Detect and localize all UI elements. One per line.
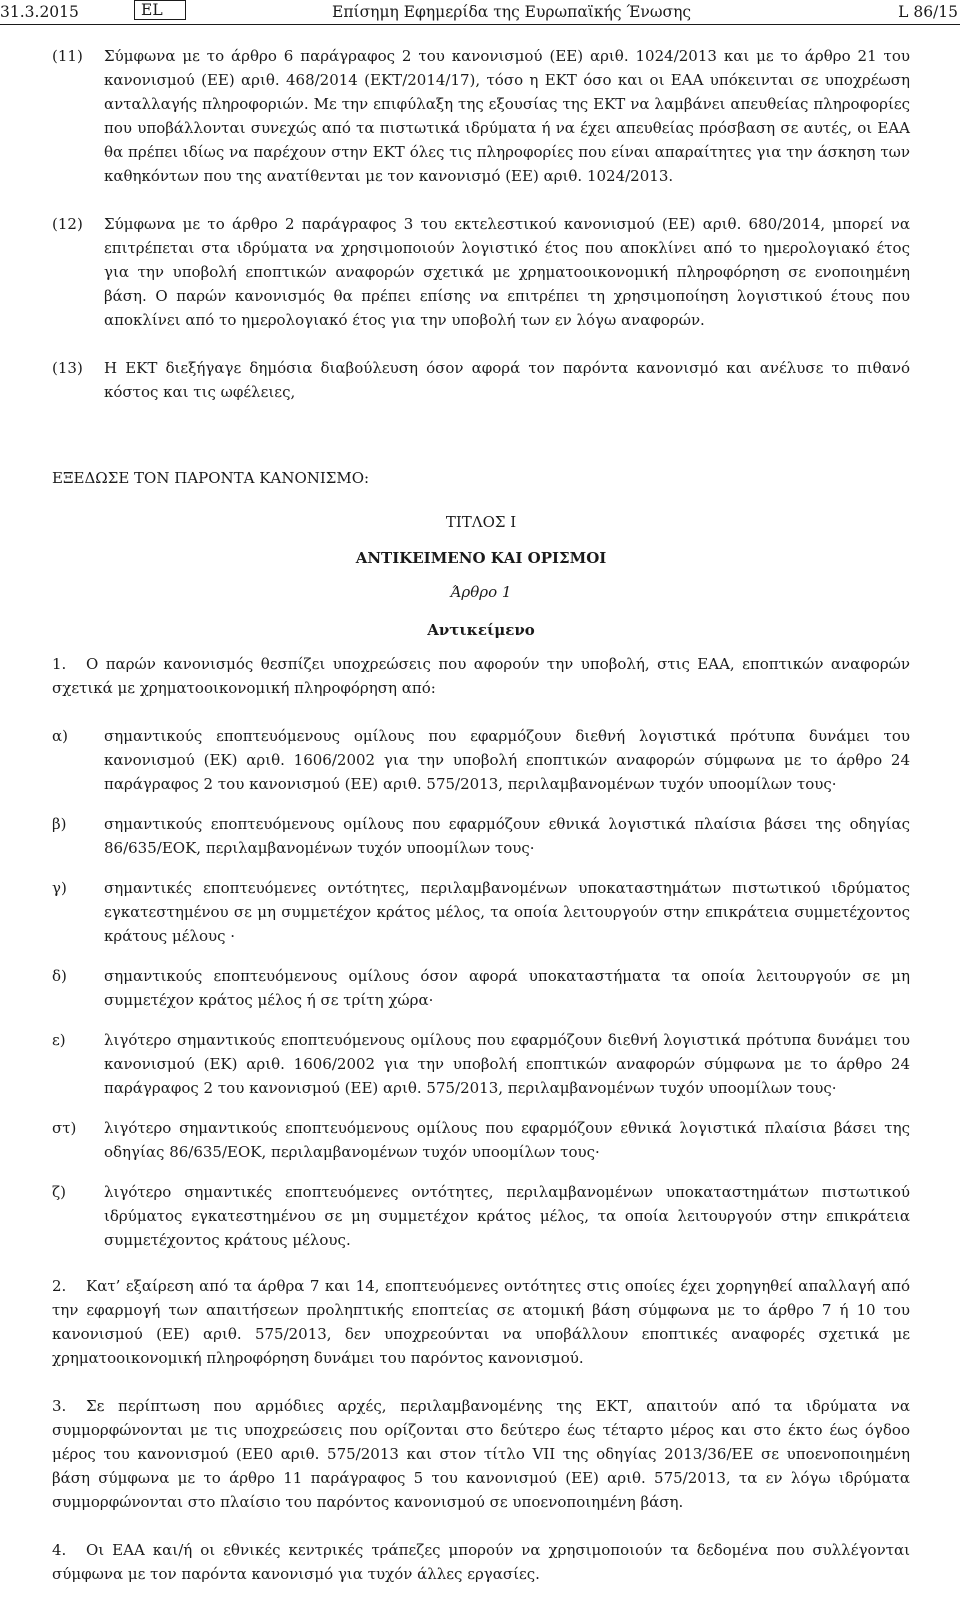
header-rule <box>0 24 960 25</box>
list-item <box>52 724 910 796</box>
recital-number: (11) <box>52 47 83 65</box>
list-item-text: σημαντικούς εποπτευόμενους ομίλους που εφαρμόζουν εθνικά λογιστικά πλαίσια βάσει της οδηγίας 86/635/ΕΟΚ, περιλαμβανομένων τυχόν υποομίλων τους· <box>104 815 910 857</box>
list-item-label: γ) <box>52 879 67 897</box>
list-item-label: α) <box>52 727 68 745</box>
list-item-text: σημαντικούς εποπτευόμενους ομίλους που εφαρμόζουν διεθνή λογιστικά πρότυπα δυνάμει του κανονισμού (ΕΚ) αριθ. 1606/2002 για την υποβολή εποπτικών αναφορών σύμφωνα με το άρθρο 24 παράγραφος 2 του κανονισμού (ΕΕ) αριθ. 575/2013, περιλαμβανομένων τυχόν υποομίλων τους· <box>104 727 910 793</box>
enacting-formula: ΕΞΕΔΩΣΕ ΤΟΝ ΠΑΡΟΝΤΑ ΚΑΝΟΝΙΣΜΟ: <box>52 469 370 487</box>
publication-date: 31.3.2015 <box>0 3 79 21</box>
list-item-text: λιγότερο σημαντικούς εποπτευόμενους ομίλους που εφαρμόζουν εθνικά λογιστικά πλαίσια βάσει της οδηγίας 86/635/ΕΟΚ, περιλαμβανομένων τυχόν υποομίλων τους· <box>104 1119 910 1161</box>
paragraph-text: Σε περίπτωση που αρμόδιες αρχές, περιλαμβανομένης της ΕΚΤ, απαιτούν από τα ιδρύματα να συμμορφώνονται με τις υποχρεώσεις που ορίζονται στο δεύτερο έως τέταρτο μέρος και στο έκτο έως όγδοο μέρος του κανονισμού (ΕΕ0 αριθ. 575/2013 και στον τίτλο VII της οδηγίας 2013/36/ΕΕ σε υποενοποιημένη βάση σύμφωνα με το άρθρο 11 παράγραφος 5 του κανονισμού (ΕΕ) αριθ. 575/2013, τα εν λόγω ιδρύματα συμμορφώνονται στο πλαίσιο του παρόντος κανονισμού σε υποενοποιημένη βάση. <box>52 1397 910 1511</box>
list-item-label: δ) <box>52 967 67 985</box>
paragraph-text: Οι ΕΑΑ και/ή οι εθνικές κεντρικές τράπεζες μπορούν να χρησιμοποιούν τα δεδομένα που συλλέγονται σύμφωνα με τον παρόντα κανονισμό για τυχόν άλλες εργασίες. <box>52 1541 910 1583</box>
page-reference: L 86/15 <box>898 3 958 21</box>
recital-number: (13) <box>52 359 83 377</box>
paragraph-number: 2. <box>52 1277 67 1295</box>
list-item-text: σημαντικές εποπτευόμενες οντότητες, περιλαμβανομένων υποκαταστημάτων πιστωτικού ιδρύματος εγκατεστημένου σε μη συμμετέχον κράτος μέλος, τα οποία λειτουργούν στην επικράτεια συμμετέχοντος κράτους μέλους · <box>104 879 910 945</box>
title-heading: ΑΝΤΙΚΕΙΜΕΝΟ ΚΑΙ ΟΡΙΣΜΟΙ <box>355 549 607 567</box>
article-label: Άρθρο 1 <box>450 583 512 601</box>
paragraph-3 <box>52 1394 910 1514</box>
list-item <box>52 1180 910 1252</box>
list-item-label: ζ) <box>52 1183 66 1201</box>
list-item-label: ε) <box>52 1031 66 1049</box>
paragraph-text: Ο παρών κανονισμός θεσπίζει υποχρεώσεις που αφορούν την υποβολή, στις ΕΑΑ, εποπτικών αναφορών σχετικά με χρηματοοικονομική πληροφόρηση από: <box>52 655 910 697</box>
article-heading: Αντικείμενο <box>427 621 535 639</box>
list-item-text: λιγότερο σημαντικές εποπτευόμενες οντότητες, περιλαμβανομένων υποκαταστημάτων πιστωτικού ιδρύματος εγκατεστημένου σε μη συμμετέχον κράτος μέλος, τα οποία λειτουργούν στην επικράτεια συμμετέχοντος κράτους μέλους. <box>104 1183 910 1249</box>
list-item <box>52 812 910 860</box>
paragraph-4 <box>52 1538 910 1586</box>
title-label: ΤΙΤΛΟΣ I <box>445 513 517 531</box>
recital-text: Η ΕΚΤ διεξήγαγε δημόσια διαβούλευση όσον αφορά τον παρόντα κανονισμό και ανέλυσε το πιθανό κόστος και τις ωφέλειες, <box>104 359 910 401</box>
recital-12 <box>52 212 910 332</box>
paragraph-number: 1. <box>52 655 67 673</box>
list-item-text: σημαντικούς εποπτευόμενους ομίλους όσον αφορά υποκαταστήματα τα οποία λειτουργούν σε μη συμμετέχον κράτος μέλος ή σε τρίτη χώρα· <box>104 967 910 1009</box>
list-item <box>52 1028 910 1100</box>
recital-11 <box>52 44 910 188</box>
page-header <box>0 0 960 26</box>
paragraph-text: Κατ’ εξαίρεση από τα άρθρα 7 και 14, εποπτευόμενες οντότητες στις οποίες έχει χορηγηθεί απαλλαγή από την εφαρμογή των απαιτήσεων προληπτικής εποπτείας σε ατομική βάση σύμφωνα με το άρθρο 7 ή 10 του κανονισμού (ΕΕ) αριθ. 575/2013, δεν υποχρεούνται να υποβάλλουν εποπτικές αναφορές σχετικά με χρηματοοικονομική πληροφόρηση δυνάμει του παρόντος κανονισμού. <box>52 1277 910 1367</box>
paragraph-number: 3. <box>52 1397 67 1415</box>
document-body <box>52 44 910 1610</box>
recital-text: Σύμφωνα με το άρθρο 6 παράγραφος 2 του κανονισμού (ΕΕ) αριθ. 1024/2013 και με το άρθρο 21 του κανονισμού (ΕΕ) αριθ. 468/2014 (ΕΚΤ/2014/17), τόσο η ΕΚΤ όσο και οι ΕΑΑ υπόκεινται σε υποχρέωση ανταλλαγής πληροφοριών. Με την επιφύλαξη της εξουσίας της ΕΚΤ να λαμβάνει απευθείας πληροφορίες που υποβάλλονται συνεχώς από τα πιστωτικά ιδρύματα ή να έχει απευθείας πρόσβαση σε αυτές, οι ΕΑΑ θα πρέπει ιδίως να παρέχουν στην ΕΚΤ όλες τις πληροφορίες που είναι απαραίτητες για την άσκηση των καθηκόντων που της ανατίθενται με τον κανονισμό (ΕΕ) αριθ. 1024/2013. <box>104 47 910 185</box>
paragraph-1 <box>52 652 910 700</box>
list-item <box>52 876 910 948</box>
list-item <box>52 1116 910 1164</box>
recital-number: (12) <box>52 215 83 233</box>
list-item-label: β) <box>52 815 67 833</box>
language-badge: EL <box>134 0 186 20</box>
paragraph-number: 4. <box>52 1541 67 1559</box>
paragraph-2 <box>52 1274 910 1370</box>
recital-13 <box>52 356 910 404</box>
list-item <box>52 964 910 1012</box>
list-item-label: στ) <box>52 1119 77 1137</box>
journal-title: Επίσημη Εφημερίδα της Ευρωπαϊκής Ένωσης <box>332 3 692 21</box>
recital-text: Σύμφωνα με το άρθρο 2 παράγραφος 3 του εκτελεστικού κανονισμού (ΕΕ) αριθ. 680/2014, μπορεί να επιτρέπεται στα ιδρύματα να χρησιμοποιούν λογιστικό έτος που αποκλίνει από το ημερολογιακό έτος για την υποβολή εποπτικών αναφορών σχετικά με χρηματοοικονομική πληροφόρηση σε ενοποιημένη βάση. Ο παρών κανονισμός θα πρέπει επίσης να επιτρέπει τη χρησιμοποίηση λογιστικού έτους που αποκλίνει από το ημερολογιακό έτος για την υποβολή των εν λόγω αναφορών. <box>104 215 910 329</box>
list-item-text: λιγότερο σημαντικούς εποπτευόμενους ομίλους που εφαρμόζουν διεθνή λογιστικά πρότυπα δυνάμει του κανονισμού (ΕΚ) αριθ. 1606/2002 για την υποβολή εποπτικών αναφορών σύμφωνα με το άρθρο 24 παράγραφος 2 του κανονισμού (ΕΕ) αριθ. 575/2013, περιλαμβανομένων τυχόν υποομίλων τους· <box>104 1031 910 1097</box>
